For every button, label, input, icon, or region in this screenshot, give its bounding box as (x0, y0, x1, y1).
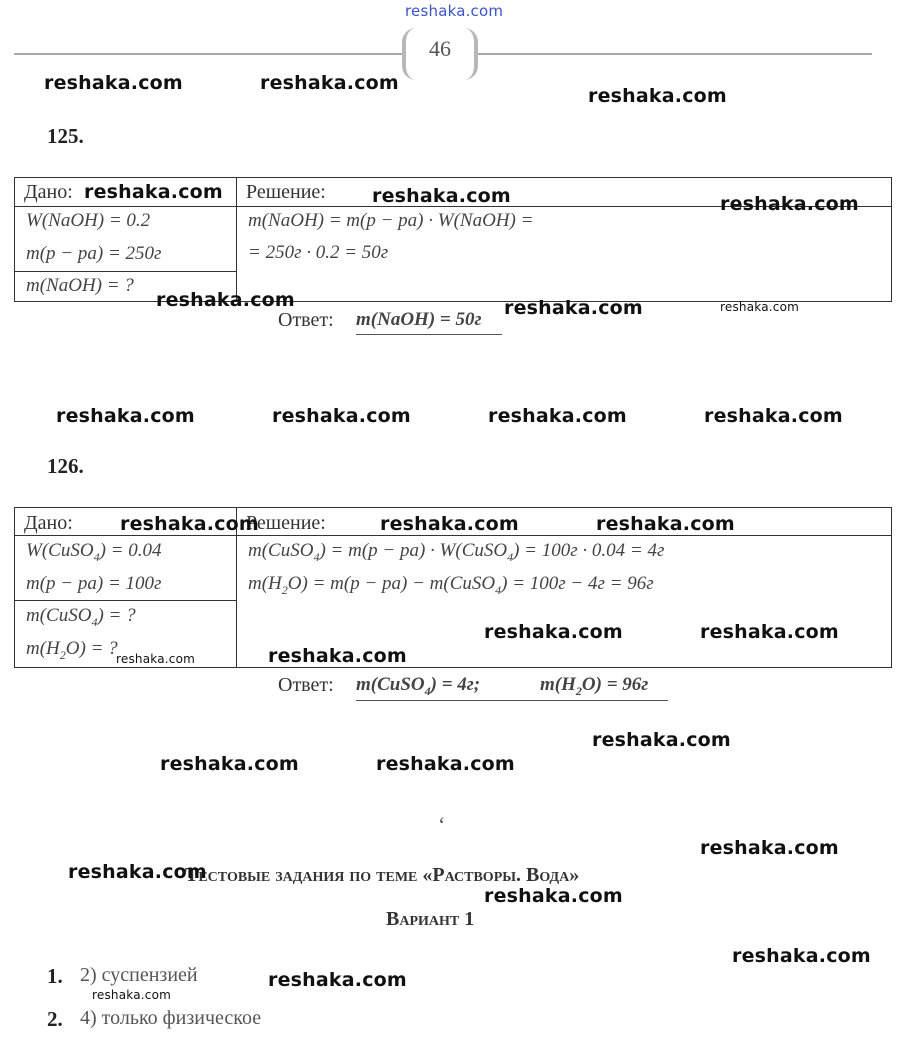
watermark: reshaka.com (592, 729, 731, 751)
watermark: reshaka.com (120, 513, 259, 535)
watermark: reshaka.com (56, 405, 195, 427)
watermark: reshaka.com (732, 945, 871, 967)
watermark: reshaka.com (68, 861, 207, 883)
answer-value-2: $m(H_2O) = 96г$ (540, 674, 649, 698)
watermark: reshaka.com (268, 969, 407, 991)
watermark: reshaka.com (376, 753, 515, 775)
watermark: reshaka.com (704, 405, 843, 427)
watermark: reshaka.com (700, 837, 839, 859)
solution-line: $m(H_2O) = m(p - pa)$ − m(CuSO$_4$) = 100г − 4г = 96г (248, 573, 654, 597)
answer-item-number: 1. (47, 964, 63, 988)
given-header: Дано: (24, 512, 73, 534)
test-section-title: Тестовые задания по теме «Растворы. Вода» (185, 864, 580, 886)
watermark: reshaka.com (44, 72, 183, 94)
watermark-top: reshaka.com (405, 2, 504, 20)
watermark: reshaka.com (116, 652, 195, 666)
variant-title: Вариант 1 (386, 908, 475, 930)
solution-header: Решение: (246, 512, 326, 534)
answer-item-text: 2) суспензией (80, 964, 198, 986)
stray-mark: ‘ (438, 812, 446, 837)
watermark: reshaka.com (484, 621, 623, 643)
given-header: Дано: (24, 181, 73, 203)
watermark: reshaka.com (700, 621, 839, 643)
header-rule-left (14, 53, 404, 55)
solution-line: m(NaOH) = m(p − pa) · W(NaOH) = (248, 210, 534, 231)
given-line: W(CuSO$_4$) = 0.04 (26, 540, 162, 564)
solution-header: Решение: (246, 181, 326, 203)
watermark: reshaka.com (488, 405, 627, 427)
watermark: reshaka.com (92, 988, 171, 1002)
watermark: reshaka.com (156, 289, 295, 311)
watermark: reshaka.com (720, 193, 859, 215)
given-line: m(p − pa) = 250г (26, 243, 162, 264)
watermark: reshaka.com (268, 645, 407, 667)
watermark: reshaka.com (84, 181, 223, 203)
problem-number: 126. (47, 454, 84, 478)
answer-item-text: 4) только физическое (80, 1007, 262, 1029)
page-number: 46 (429, 36, 451, 61)
watermark: reshaka.com (260, 72, 399, 94)
solution-line: = 250г · 0.2 = 50г (248, 242, 389, 263)
answer-label: Ответ: (278, 309, 334, 331)
watermark: reshaka.com (484, 885, 623, 907)
answer-underline (356, 700, 668, 701)
solution-line: m(CuSO$_4$) = m(p − pa) · W(CuSO$_4$) = 100г · 0.04 = 4г (248, 540, 665, 564)
watermark: reshaka.com (372, 185, 511, 207)
watermark: reshaka.com (160, 753, 299, 775)
problem-number: 125. (47, 124, 84, 148)
answer-value: m(NaOH) = 50г (356, 309, 482, 330)
answer-item-number: 2. (47, 1007, 63, 1031)
watermark: reshaka.com (272, 405, 411, 427)
answer-value: m(CuSO$_4$) = 4г; (356, 674, 481, 698)
watermark: reshaka.com (380, 513, 519, 535)
answer-label: Ответ: (278, 674, 334, 696)
given-line: m(p − pa) = 100г (26, 573, 162, 594)
find-line: $m(H_2O)$ = ? (26, 638, 118, 662)
given-line: W(NaOH) = 0.2 (26, 210, 151, 231)
watermark: reshaka.com (720, 300, 799, 314)
find-line: m(CuSO$_4$) = ? (26, 605, 136, 629)
watermark: reshaka.com (504, 297, 643, 319)
find-line: m(NaOH) = ? (26, 275, 134, 296)
header-rule-right (478, 53, 872, 55)
answer-underline (356, 334, 502, 335)
watermark: reshaka.com (588, 85, 727, 107)
watermark: reshaka.com (596, 513, 735, 535)
